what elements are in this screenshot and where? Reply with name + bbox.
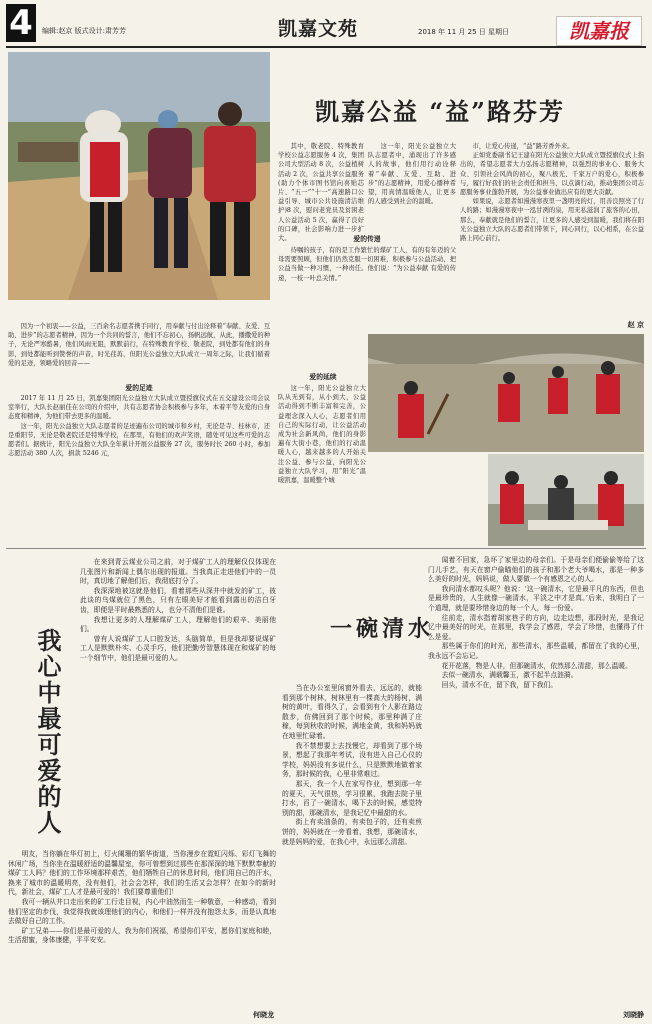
article3-paragraph: 街上有卖油条的，有卖包子的，还有卖煎饼的，妈妈就在一旁看着，我想，那碗清水，就是妈妈的爱，在我心中，永远那么清甜。 — [282, 818, 422, 846]
article2-paragraph: 我深深地被这就是他们，看着那些从深井中就发的矿工，彼此谈的乌煤就位了黑色，只有左眼美好才能看到露出的洁白牙齿，即便是平时最熟悉的人，也分不清他们是谁。 — [80, 586, 276, 614]
article1-title: 凯嘉公益 “益”路芬芳 — [315, 97, 565, 126]
article3-paragraph: 我问清水都叹头呢？他说：‘这一碗清水，它是最平凡的东西，但也是最珍贵的，人生就像一碗清水，平淡之中才是真。’后来，我明白了一个道理，就是要珍惜身边的每一个人，每一份爱。 — [428, 584, 644, 612]
article1-column-c — [278, 142, 364, 243]
article1-column-c2 — [368, 142, 456, 232]
article2-author: 何晓龙 — [253, 1010, 274, 1019]
article3-paragraph: 去似一碗清水，满载馨玉，激不起半点涟漪。 — [441, 671, 578, 680]
article2-column-bottom — [8, 850, 276, 1010]
article1-column-b — [8, 394, 270, 544]
article3-column-b — [428, 556, 644, 1008]
article1-paragraph: 因为一个初衷——公益，三百余名志愿者携手同行，用奉献与付出诠释着“奉献、友爱、互助、进步”的志愿者精神，因为一个共同的誓言，他们不忘初心，扬帆远航，从此，播撒爱的种子，无论严寒酷暑，他们风雨无阻，默默前行，在特殊教育学校、敬老院，到处都有他们的身影，到处都能听到赞誉的声音，时光荏苒，但阳光公益独立大队成立一周年之际，让我们循着爱的足迹，领略爱的回音—— — [8, 323, 270, 367]
header-rule — [6, 46, 646, 48]
article3-paragraph: 我不禁想要上去找慢它，却看到了那个场景，想起了我那年考试，没有进入自己心仪的学校，妈妈没有多说什么，只是默默地做着家务，那时候的我，心里非常难过。 — [282, 741, 422, 779]
article3-paragraph: 花开花落，物是人非，但那碗清水，依然那么清甜，那么温暖。 — [441, 661, 632, 670]
article2-paragraph: 曾有人说煤矿工人口腔发达，头脑简单，但是我却要说煤矿工人是默默朴实、心灵手巧，他们把勤劳智慧体现在和煤矿的每一个细节中，他们是最可爱的人。 — [80, 634, 276, 662]
article1-subheading-passing: 爱的传递 — [353, 235, 381, 243]
article1-paragraph: 待嘱的孩子，有的是工作繁忙的煤矿工人，有的有年迈的父母需要照顾，但他们仍然克服一切困难，积极参与公益活动，把公益当做一种习惯，一种责任。他们说：“为公益奉献 有爱的传递，一枝一叶总关情。” — [278, 247, 456, 282]
article2-paragraph: 我可一辆从井口走出来的矿工行走目视，内心中油然而生一种敬意，一种感动，看到他们坚定的步伐，我觉得我就该理他们的内心，和他们一样并没有抱怨太多，而是认真地去做好自己的工作。 — [8, 897, 276, 926]
newspaper-logo: 凯嘉报 — [556, 16, 642, 46]
article3-paragraph: 当在办公室里闲窗外看去，远远的，就能看到那个树林，树林里有一棵高大的杨树，满树的黄叶，看得久了，会看到有个人影在路边散步，仿佛回到了那个时候，那里种满了庄稼，每到秋收的时候，满地金黄，我和妈妈就在地里忙碌着。 — [282, 684, 422, 740]
article1-subheading-footprints: 爱的足迹 — [125, 384, 153, 392]
article3-paragraph: 那些属于你们的时光，那些清水，那些温暖，都留在了我的心里，我永远不会忘记。 — [428, 642, 644, 660]
article2-paragraph: 明友，当你躺在华灯初上，灯火阑珊的繁华街道，当你漫步在霓虹闪烁、彩灯飞舞的休闲广场，当你坐在温暖舒适的温馨屋室，你可曾想到过那些在那深深的地下默默奉献的煤矿工人吗？他们的工作环境那样艰苦，他们牺牲自己的休息时间，他们用自己的汗水，换来了城市的温暖明亮，没有他们，社会会怎样，我们的生活又会怎样？在如今的新时代，新社会，煤矿工人才是最可爱的！我们要尊重他们！ — [8, 850, 276, 897]
article2-paragraph: 矿工兄弟——你们是最可爱的人，我为你们祝福，希望你们平安，愿你们家庭和睦，生活甜蜜，身体康健，平平安安。 — [8, 926, 276, 945]
article3-paragraph: 闻着不回家，急坏了家里边的母亲们。于是母亲们便偷偷等给了这门儿手艺，有天在窗户偷瞄他们的孩子和那个老大爷喝水，那是一种多么美好的时光，妈妈说，做人要做一个有感恩之心的人。 — [428, 556, 644, 584]
article1-column-d — [278, 246, 456, 338]
article1-paragraph: 这一年，阳光公益独立大队志愿者的足迹遍布公司的城市和乡村，无论是寺、桂林市，还是重阳节，无论是敬老院还是特殊学校，在那里，有他们的欢声笑语，随处可见这些可爱的志愿者们。据统计，阳光公益独立大队全年累计开展公益服务 27 次，服务时长 260 小时，参加志愿活动 380 人次，捐款 5246 元， — [8, 422, 270, 458]
article1-paragraph: 这一年，阳光公益独立大队志愿者中，涌现出了许多感人的故事，他们用行动诠释着“奉献、友爱、互助、进步”的志愿精神，用爱心播种希望，用真情温暖他人，让更多的人感受到社会的温暖。 — [368, 143, 456, 206]
article2-column-top — [80, 558, 276, 848]
volunteers-walking-photo — [8, 52, 270, 300]
page-header — [0, 0, 652, 46]
issue-date: 2018 年 11 月 25 日 星期日 — [418, 28, 509, 36]
article1-column-a — [8, 322, 270, 380]
article3-paragraph: 回头，清水不在，留下我，留下我们。 — [441, 680, 558, 689]
article1-column-f — [460, 142, 644, 318]
editor-credits: 编辑:赵京 版式设计:肃芳芳 — [42, 27, 126, 35]
article3-column-a — [282, 684, 422, 1008]
article1-paragraph: 如果说，志愿者如漫漫寒夜里一盏明亮的灯，用善良照亮了行人的路；如漫漫寒夜中一泓甘冽的泉，用无私滋润了旅客的心田，那么，奉献就是他们的誓言，让更多的人感受到温暖，我们将在阳光公益独立大队的志愿者们带领下，同心同行，以心相系，在公益路上同心前行。 — [460, 198, 644, 243]
article1-author: 赵 京 — [627, 320, 644, 329]
article3-paragraph: 往前走，清水指着胡家巷子的方向，边走边想，那段时光，是我记忆中最美好的时光，在那里，我学会了感恩，学会了珍惜，也懂得了什么是爱。 — [428, 613, 644, 641]
article1-paragraph: 这一年，阳光公益独立大队从无到有，从小到大，公益活动得到不断丰富和完善，公益理念深入人心，志愿者们用自己的实际行动，让公益活动成为社会新风尚，他们的身影遍布大街小巷，他们的行动温暖人心，越来越多的人开始关注公益、参与公益，向阳光公益独立大队学习，用“阳光”温暖凯嘉，温暖整个城 — [278, 385, 366, 485]
volunteers-meeting-photo — [488, 454, 644, 546]
article3-author: 刘晓静 — [623, 1010, 644, 1019]
article1-paragraph: 其中，敬老院、特殊教育学校公益志愿服务 4 次，集团公司大型活动 8 次，公益植树活动 2 次，公益共享公益服务(助力个体市图书馆向喜贴芯片、“五一”“十一”高速路口公益引导、城市公共设施清洁维护)8 次，慰问老党员及贫困老人公益活动 5 次，赢得了良好的口碑，社会影响力进一步扩大。 — [278, 143, 364, 243]
section-divider — [6, 548, 646, 549]
article1-paragraph: 2017 年 11 月 25 日，凯嘉集团阳光公益独立大队成立暨授旗仪式在五交建设公司会议室举行，大队长赵丽佳在公司的介绍中，共有志愿者协会积极参与多年，本着平等友爱的自身态度和精神，为他们带去更多的温暖。 — [8, 395, 270, 421]
page-number: 4 — [6, 4, 36, 42]
article2-paragraph: 在来到青云煤业公司之前，对于煤矿工人的理解仅仅体现在几张图片和新闻上偶尔出现的报道。当我真正走进他们中的一员时，真切地了解他们后，我彻底打分了。 — [80, 558, 276, 586]
tree-planting-photo — [368, 334, 644, 452]
article1-subheading-continuation: 爱的延续 — [309, 373, 337, 381]
section-title: 凯嘉文苑 — [278, 18, 359, 40]
article3-paragraph: 那天，我一个人在家写作业，想到那一年的夏天，天气很热，学习很累，我跑去院子里打水，舀了一碗清水，喝下去的时候，感觉特别的甜，那碗清水，是我记忆中最甜的水。 — [282, 779, 422, 817]
article1-column-e — [278, 384, 366, 544]
article1-paragraph: 市，让爱心传递，“益”路芳香外来。 — [472, 143, 574, 150]
article2-paragraph: 我想让更多的人理解煤矿工人，理解他们的艰辛、美丽他们。 — [80, 615, 276, 634]
article2-title: 我心中最可爱的人 — [33, 628, 62, 836]
article3-title: 一碗清水 — [330, 616, 435, 642]
article1-paragraph: 正如党委副书记王建在阳光公益独立大队成立暨授旗仪式上指出的，希望志愿者大力弘扬志愿精神，以强烈的事业心、服务大众、引领社会风尚的初心，聚八极光、千家万户的爱心，积极参与，履行好我们的社会责任和担当，以点滴行动，推动集团公司志愿服务事业蓬勃开展，为公益事业做出应有的更大贡献。 — [460, 152, 644, 197]
